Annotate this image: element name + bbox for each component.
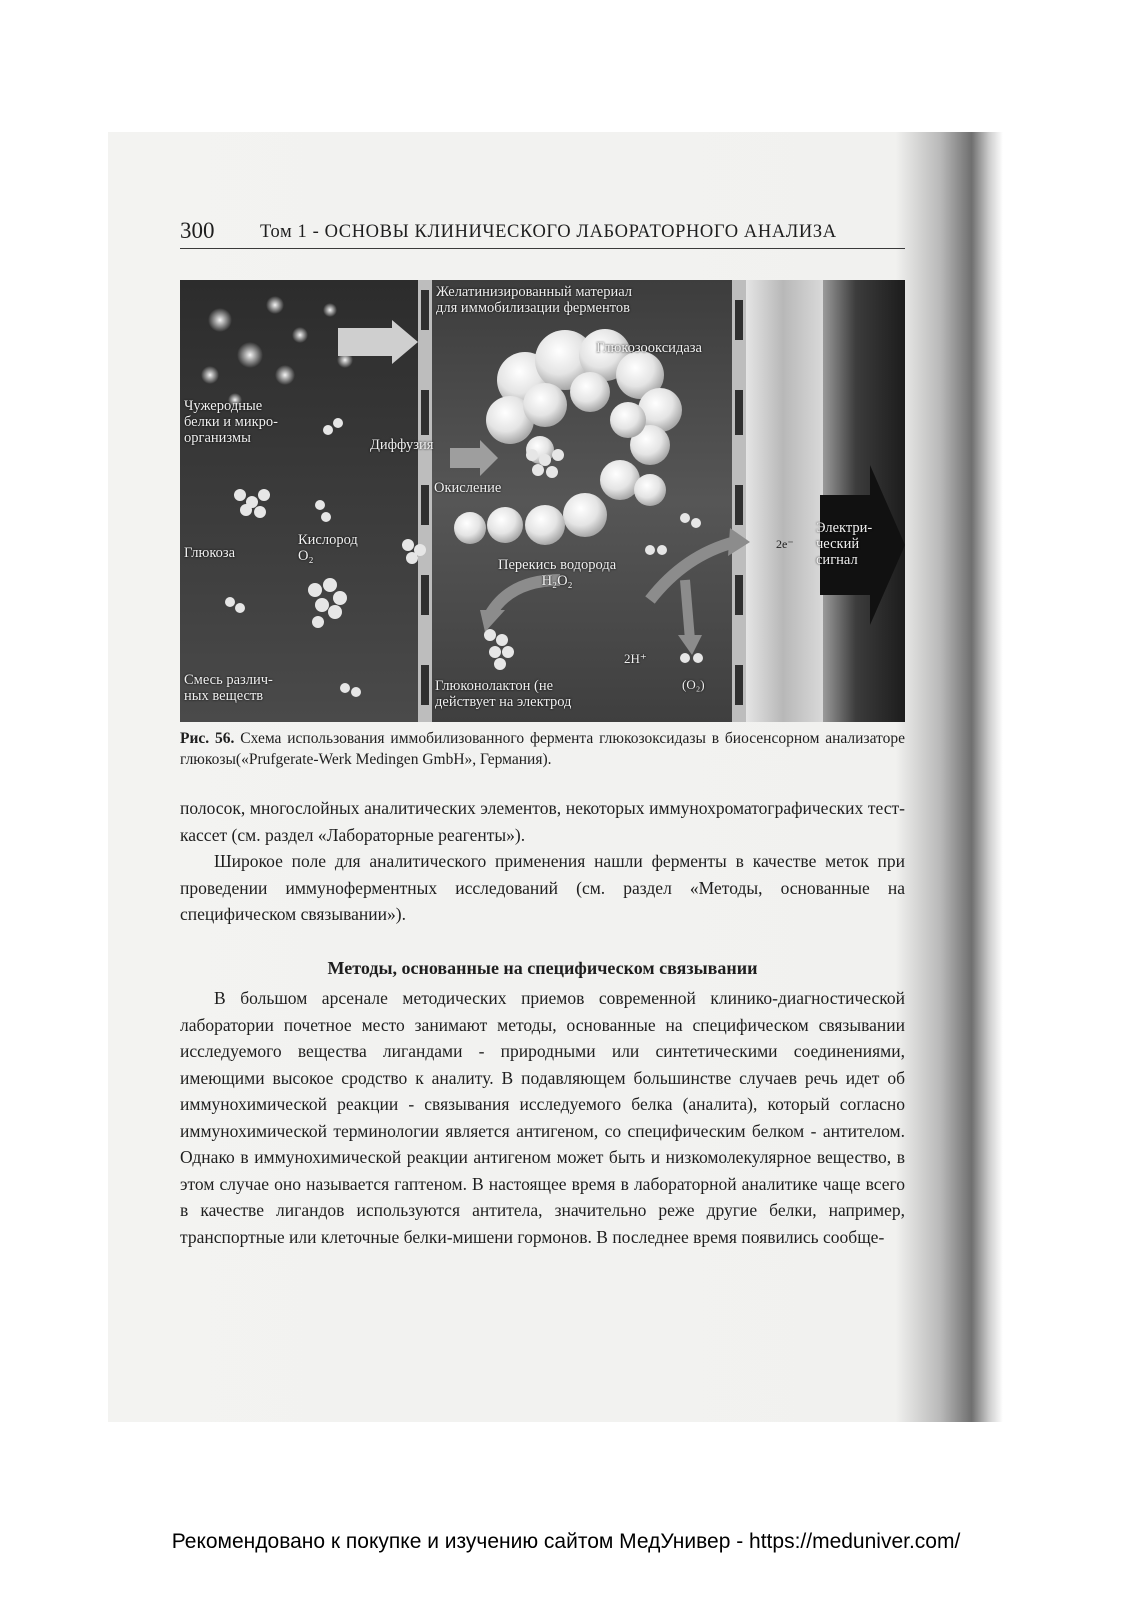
- paragraph-1: полосок, многослойных аналитических элементов, некоторых иммунохроматографических тест-кассет (см. раздел «Лабораторные реагенты»).: [180, 798, 905, 845]
- body-text-upper: [180, 795, 905, 928]
- body-text-section: [180, 985, 905, 1250]
- label-mixture: Смесь различ- ных веществ: [184, 672, 273, 705]
- figure-caption: [180, 728, 905, 770]
- label-o2-paren: (O₂): [682, 677, 705, 692]
- page-header: [180, 218, 905, 249]
- label-gluconolactone: Глюконолактон (не действует на электрод: [435, 678, 572, 711]
- page-number: 300: [180, 218, 215, 243]
- paragraph-2: Широкое поле для аналитического применения нашли ферменты в качестве меток при проведении иммуноферментных исследований (см. раздел «Методы, основанные на специфическом связывании»).: [180, 851, 905, 924]
- section-heading: Методы, основанные на специфическом связывании: [327, 958, 758, 978]
- biosensor-illustration: [180, 280, 905, 722]
- caption-text: Схема использования иммобилизованного фермента глюкозоксидазы в биосенсорном анализаторе глюкозы(«Prufgerate-Werk Medingen GmbH», Германия).: [180, 730, 906, 768]
- label-two-electrons: 2e⁻: [776, 537, 794, 551]
- caption-label: Рис. 56.: [180, 730, 235, 747]
- label-oxidation: Окисление: [434, 480, 502, 496]
- footer-watermark: Рекомендовано к покупке и изучению сайтом МедУнивер - https://meduniver.com/: [171, 1530, 961, 1553]
- label-glucose-oxidase: Глюкозооксидаза: [596, 340, 702, 356]
- label-glucose: Глюкоза: [184, 545, 236, 561]
- label-diffusion: Диффузия: [370, 437, 434, 453]
- running-title: Том 1 - ОСНОВЫ КЛИНИЧЕСКОГО ЛАБОРАТОРНОГО АНАЛИЗА: [260, 222, 837, 242]
- label-electric-signal: Электри- ческий сигнал: [816, 520, 873, 569]
- figure-glucose-biosensor: [180, 280, 905, 722]
- label-gel-material: Желатинизированный материал для иммобилизации ферментов: [436, 284, 633, 317]
- label-two-h-plus: 2H⁺: [624, 651, 647, 666]
- section-paragraph: В большом арсенале методических приемов современной клинико-диагностической лаборатории почетное место занимают методы, основанные на специфическом связывании исследуемого вещества лигандами - природными или синтетическими соединениями, имеющими высокое сродство к аналиту. В подавляющем большинстве случаев речь идет об иммунохимической реакции - связывания исследуемого белка (аналита), который согласно иммунохимической терминологии является антигеном, со специфическим белком - антителом. Однако в иммунохимической реакции антигеном может быть и низкомолекулярное вещество, в этом случае оно называется гаптеном. В настоящее время в лабораторной аналитике чаще всего в качестве лигандов используются антитела, значительно реже другие белки, например, транспортные или клеточные белки-мишени гормонов. В последнее время появились сообще-: [180, 988, 905, 1247]
- label-hydrogen-peroxide: Перекись водорода H₂O₂: [498, 557, 617, 590]
- label-foreign-proteins: Чужеродные белки и микро- организмы: [184, 398, 278, 447]
- label-oxygen: Кислород O₂: [298, 532, 358, 565]
